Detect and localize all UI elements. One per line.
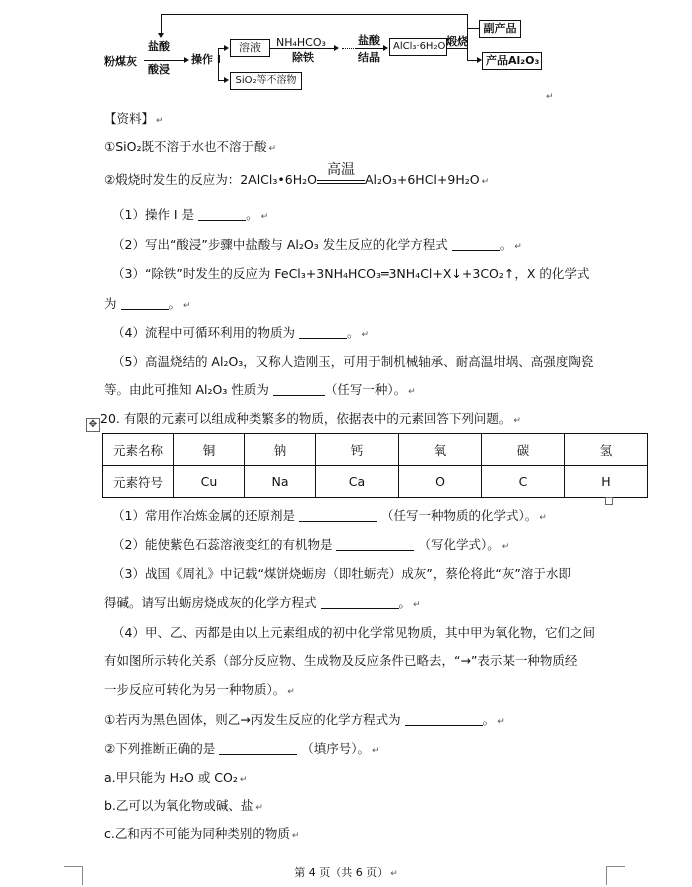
arrow-line-4 bbox=[447, 48, 467, 49]
reaction-condition bbox=[317, 162, 365, 184]
question-5-line-2: 等。由此可推知 Al₂O₃ 性质为 （任写一种）。 ↵ bbox=[104, 382, 416, 397]
element-table bbox=[102, 433, 648, 498]
table-cell: Cu bbox=[174, 466, 245, 498]
branch-top-arrow bbox=[224, 45, 229, 51]
reagent-label: NH₄HCO₃ bbox=[276, 36, 326, 49]
fact-1: ①SiO₂既不溶于水也不溶于酸 ↵ bbox=[104, 139, 277, 154]
option-a: a.甲只能为 H₂O 或 CO₂ ↵ bbox=[104, 770, 248, 785]
table-cell: O bbox=[399, 466, 482, 498]
table-cell: 氢 bbox=[565, 434, 648, 466]
recycle-line-right bbox=[467, 14, 468, 28]
alcl3-box: AlCl₃·6H₂O bbox=[389, 38, 447, 56]
p20-question-3-line-1: （3）战国《周礼》中记载“煤饼烧蛎房（即牡蛎壳）成灰”，蔡伦将此“灰”溶于水即 bbox=[112, 566, 571, 581]
operation-1-label: 操作 I bbox=[191, 53, 221, 66]
calcine-branch bbox=[467, 28, 468, 60]
question-4: （4）流程中可循环利用的物质为 。 ↵ bbox=[112, 325, 370, 340]
fact-2-products: Al₂O₃+6HCl+9H₂O bbox=[364, 172, 480, 187]
arrow-1 bbox=[184, 57, 189, 63]
answer-blank-10[interactable] bbox=[219, 742, 297, 755]
insoluble-box: SiO₂等不溶物 bbox=[230, 72, 302, 90]
material-heading: 【资料】 ↵ bbox=[104, 111, 164, 126]
recycle-line-top bbox=[161, 14, 467, 15]
question-2: （2）写出“酸浸”步骤中盐酸与 Al₂O₃ 发生反应的化学方程式 。 ↵ bbox=[112, 237, 522, 252]
p20-question-4-line-1: （4）甲、乙、丙都是由以上元素组成的初中化学常见物质，其中甲为氧化物，它们之间 bbox=[112, 625, 595, 640]
answer-blank-3[interactable] bbox=[121, 297, 169, 310]
high-temp-label: 高温 bbox=[326, 162, 355, 178]
table-cell: C bbox=[482, 466, 565, 498]
p20-question-2: （2）能使紫色石蕊溶液变红的有机物是 （写化学式）。 ↵ bbox=[112, 537, 510, 552]
fact-2: ②煅烧时发生的反应为：2AlCl₃•6H₂O 高温 Al₂O₃+6HCl+9H₂O ↵ bbox=[104, 162, 490, 187]
answer-blank-4[interactable] bbox=[299, 326, 347, 339]
branch-bottom-arrow bbox=[224, 77, 229, 83]
table-cell: 钙 bbox=[316, 434, 399, 466]
crystallize-label: 结晶 bbox=[358, 51, 380, 64]
p20-subquestion-2: ②下列推断正确的是 （填序号）。 ↵ bbox=[104, 741, 380, 756]
table-cell: 铜 bbox=[174, 434, 245, 466]
table-cell: Ca bbox=[316, 466, 399, 498]
acid-label: 盐酸 bbox=[148, 40, 170, 53]
problem-20-number: 20. bbox=[100, 411, 120, 426]
p20-question-1: （1）常用作冶炼金属的还原剂是 （任写一种物质的化学式）。 ↵ bbox=[112, 508, 547, 523]
process-flow-diagram bbox=[0, 0, 692, 105]
omitted-steps-dots bbox=[342, 48, 356, 49]
iron-removal-label: 除铁 bbox=[292, 51, 314, 64]
table-cell: 氧 bbox=[399, 434, 482, 466]
recycle-arrow bbox=[158, 33, 164, 38]
solution-box: 溶液 bbox=[230, 39, 270, 57]
branch-line bbox=[218, 48, 219, 80]
table-cell: 钠 bbox=[245, 434, 316, 466]
p20-subquestion-1: ①若丙为黑色固体，则乙→丙发生反应的化学方程式为 。 ↵ bbox=[104, 712, 505, 727]
answer-blank-6[interactable] bbox=[299, 509, 377, 522]
question-3-line-1: （3）“除铁”时发生的反应为 FeCl₃+3NH₄HCO₃═3NH₄Cl+X↓+3CO₂↑，X 的化学式 bbox=[112, 266, 590, 281]
calcine-label: 煅烧 bbox=[446, 35, 468, 48]
raw-material-label: 粉煤灰 bbox=[104, 55, 137, 68]
answer-blank-5[interactable] bbox=[273, 383, 325, 396]
table-cell: Na bbox=[245, 466, 316, 498]
table-cell: H bbox=[565, 466, 648, 498]
question-5-line-1: （5）高温烧结的 Al₂O₃，又称人造刚玉，可用于制机械轴承、耐高温坩埚、高强度陶瓷 bbox=[112, 354, 594, 369]
table-move-icon[interactable]: ✥ bbox=[86, 418, 100, 432]
answer-blank-2[interactable] bbox=[452, 238, 500, 251]
arrow-line-3 bbox=[356, 48, 384, 49]
answer-blank-7[interactable] bbox=[336, 538, 414, 551]
table-row bbox=[103, 434, 648, 466]
question-1: （1）操作 I 是 。 ↵ bbox=[112, 207, 269, 222]
p20-question-4-line-3: 一步反应可转化为另一种物质）。 ↵ bbox=[104, 682, 295, 697]
arrow-2 bbox=[334, 45, 339, 51]
acid-leach-label: 酸浸 bbox=[148, 63, 170, 76]
answer-blank-8[interactable] bbox=[321, 596, 399, 609]
option-b: b.乙可以为氧化物或碱、盐 ↵ bbox=[104, 798, 263, 813]
byproduct-box: 副产品 bbox=[479, 20, 521, 38]
p20-question-4-line-2: 有如图所示转化关系（部分反应物、生成物及反应条件已略去，“→”表示某一种物质经 bbox=[104, 653, 578, 668]
arrow-line-1 bbox=[144, 60, 184, 61]
table-row bbox=[103, 466, 648, 498]
option-c: c.乙和丙不可能为同种类别的物质 ↵ bbox=[104, 826, 300, 841]
page-footer: 第 4 页（共 6 页） ↵ bbox=[294, 866, 398, 879]
fact-2-reactants: ②煅烧时发生的反应为：2AlCl₃•6H₂O bbox=[104, 172, 317, 187]
to-product-line bbox=[467, 60, 477, 61]
table-cell: 元素符号 bbox=[103, 466, 174, 498]
arrow-3 bbox=[383, 45, 388, 51]
table-cell: 元素名称 bbox=[103, 434, 174, 466]
question-3-line-2: 为 。 ↵ bbox=[104, 296, 191, 311]
table-cell: 碳 bbox=[482, 434, 565, 466]
paragraph-mark: ↵ bbox=[546, 92, 554, 102]
recycle-line-stub bbox=[467, 28, 479, 29]
answer-blank-1[interactable] bbox=[198, 208, 246, 221]
product-box: 产品Al₂O₃ bbox=[482, 52, 542, 70]
acid-2-label: 盐酸 bbox=[358, 34, 380, 47]
p20-question-3-line-2: 得碱。请写出蛎房烧成灰的化学方程式 。 ↵ bbox=[104, 595, 421, 610]
problem-20-intro: 20. 有限的元素可以组成种类繁多的物质，依据表中的元素回答下列问题。 ↵ bbox=[100, 411, 521, 426]
answer-blank-9[interactable] bbox=[405, 713, 483, 726]
table-resize-handle[interactable] bbox=[605, 497, 613, 505]
arrow-line-2 bbox=[270, 48, 334, 49]
